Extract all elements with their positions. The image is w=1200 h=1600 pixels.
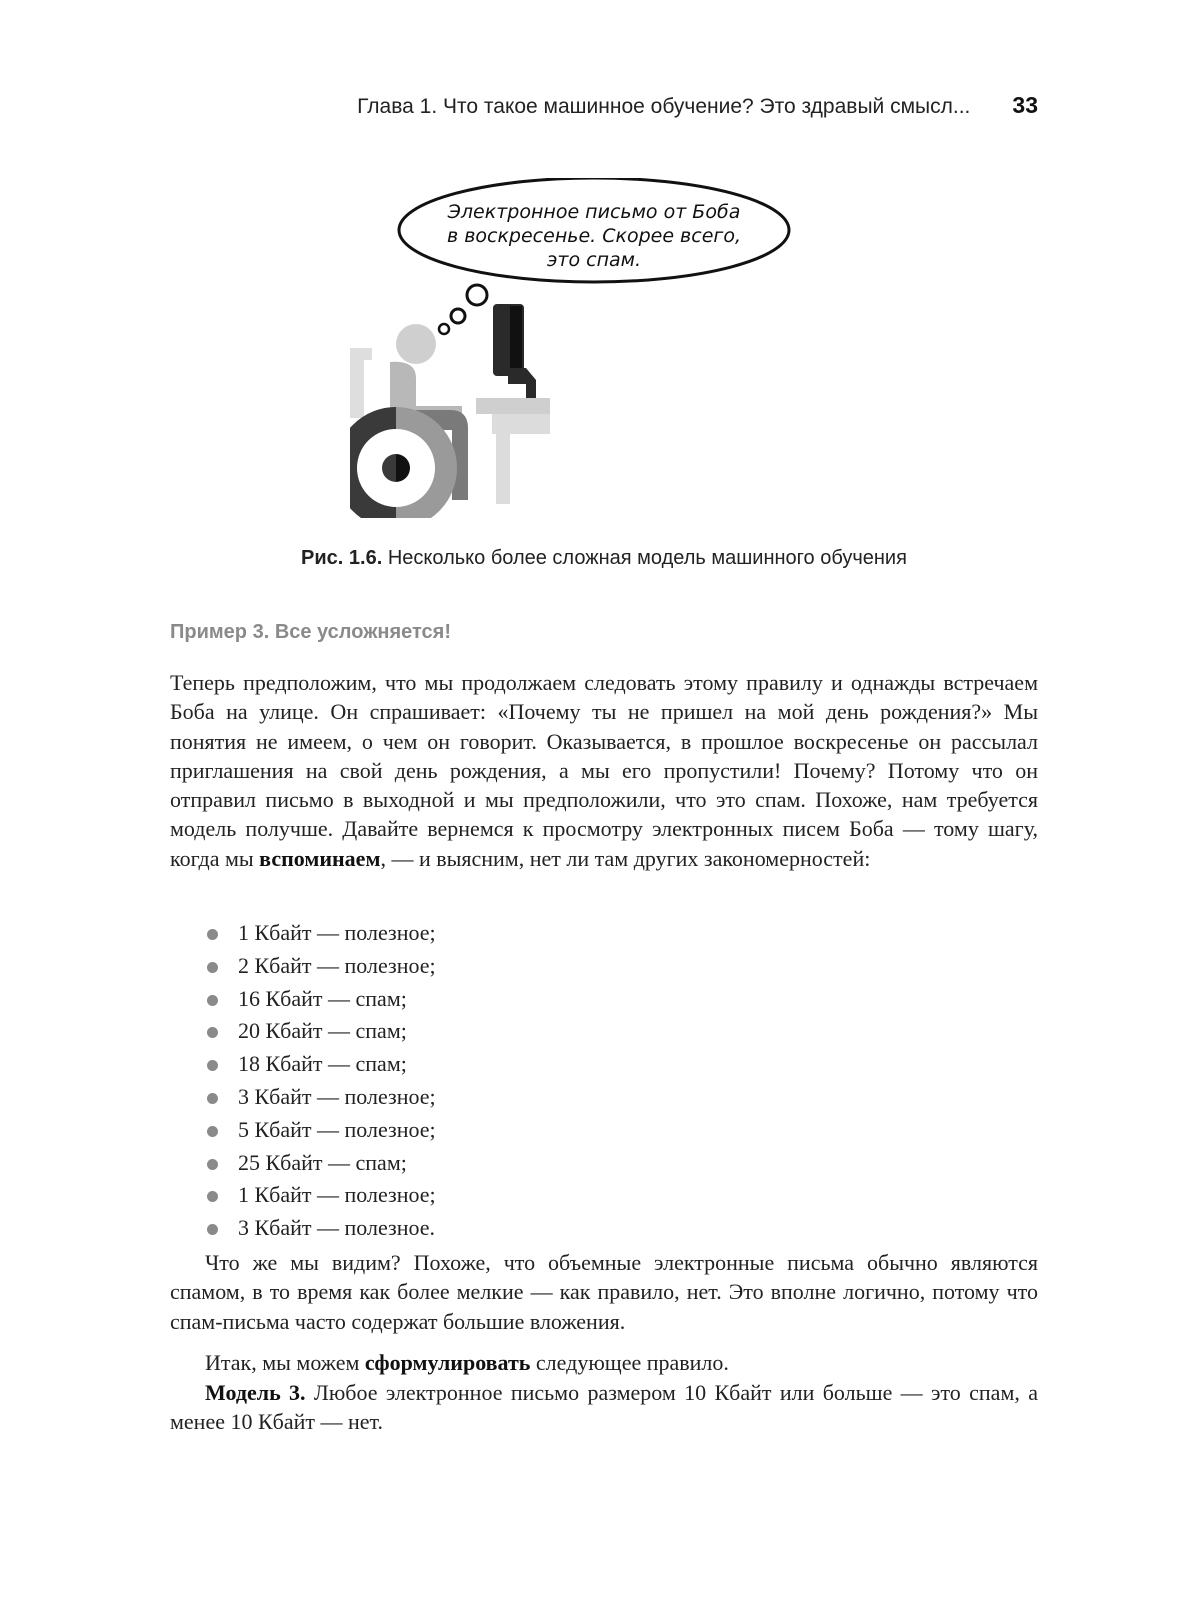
list-item-text: 2 Кбайт — полезное; — [238, 952, 436, 978]
list-item-text: 16 Кбайт — спам; — [238, 985, 407, 1011]
bullet-icon — [207, 962, 218, 973]
model-definition — [170, 1378, 1038, 1437]
list-item-text: 1 Кбайт — полезное; — [238, 1182, 436, 1208]
thought-bubble-icon — [399, 178, 789, 334]
email-list — [200, 917, 800, 1245]
list-item — [200, 1048, 800, 1081]
paragraph-3-text: Итак, мы можем — [205, 1350, 365, 1375]
list-item — [200, 1147, 800, 1180]
bullet-icon — [207, 1224, 218, 1235]
computer-monitor-icon — [493, 304, 536, 398]
list-item — [200, 1081, 800, 1114]
list-item-text: 5 Кбайт — полезное; — [238, 1116, 436, 1142]
paragraph-1-text: Теперь предположим, что мы продолжаем следовать этому правилу и однажды встречаем Боба на улице. Он спрашивает: «Почему ты не пришел на мой день рождения?» Мы понятия не имеем, о чем он говорит. Оказывается, в прошлое воскресенье он рассылал приглашения на свой день рождения, а мы его пропустили! Почему? Потому что он отправил письмо в выходной и мы предположили, что это спам. Похоже, нам требуется модель получше. Давайте вернемся к просмотру электронных писем Боба — тому шагу, когда мы — [170, 670, 1038, 871]
paragraph-1-bold: вспоминаем — [259, 845, 381, 871]
chapter-title: Глава 1. Что такое машинное обучение? Это здравый смысл... — [357, 95, 971, 118]
caption-label: Рис. 1.6. — [301, 547, 383, 569]
list-item — [200, 1015, 800, 1048]
bullet-icon — [207, 1191, 218, 1202]
list-item — [200, 917, 800, 950]
model-text: Любое электронное письмо размером 10 Кбайт или больше — это спам, а менее 10 Кбайт — нет. — [170, 1380, 1038, 1435]
list-item — [200, 1179, 800, 1212]
page-number: 33 — [1012, 92, 1038, 118]
list-item-text: 3 Кбайт — полезное. — [238, 1215, 436, 1241]
figure-caption — [170, 547, 1038, 570]
thought-line-2: в воскресенье. Скорее всего, — [446, 225, 742, 247]
paragraph-1 — [170, 668, 1038, 873]
caption-text: Несколько более сложная модель машинного обучения — [387, 547, 907, 569]
bullet-icon — [207, 1126, 218, 1137]
paragraph-3-tail: следующее правило. — [530, 1350, 729, 1375]
model-label: Модель 3. — [205, 1380, 306, 1405]
list-item — [200, 983, 800, 1016]
section-subheading: Пример 3. Все усложняется! — [170, 621, 451, 643]
bullet-icon — [207, 1027, 218, 1038]
desk-icon — [476, 398, 550, 504]
list-item-text: 3 Кбайт — полезное; — [238, 1083, 436, 1109]
list-item — [200, 1212, 800, 1245]
paragraph-3-bold: сформулировать — [364, 1350, 531, 1375]
paragraph-2: Что же мы видим? Похоже, что объемные электронные письма обычно являются спамом, в то время как более мелкие — как правило, нет. Это вполне логично, потому что спам-письма часто содержат большие вложения. — [170, 1250, 1038, 1334]
list-item — [200, 1114, 800, 1147]
running-header — [170, 92, 1038, 119]
paragraph-1-tail: , — и выясним, нет ли там других закономерностей: — [380, 845, 871, 871]
figure-svg — [350, 178, 820, 518]
list-item-text: 25 Кбайт — спам; — [238, 1149, 407, 1175]
list-item-text: 18 Кбайт — спам; — [238, 1051, 407, 1077]
list-item-text: 20 Кбайт — спам; — [238, 1018, 407, 1044]
bullet-icon — [207, 1159, 218, 1170]
thought-line-1: Электронное письмо от Боба — [447, 201, 741, 223]
list-item-text: 1 Кбайт — полезное; — [238, 920, 436, 945]
bullet-icon — [207, 995, 218, 1006]
figure-illustration — [350, 178, 820, 518]
bullet-icon — [207, 1060, 218, 1071]
bullet-icon — [207, 929, 218, 940]
bullet-icon — [207, 1093, 218, 1104]
wheelchair-person-icon — [350, 324, 468, 518]
paragraph-3 — [170, 1348, 1038, 1377]
list-item — [200, 950, 800, 983]
thought-line-3: это спам. — [546, 249, 642, 271]
